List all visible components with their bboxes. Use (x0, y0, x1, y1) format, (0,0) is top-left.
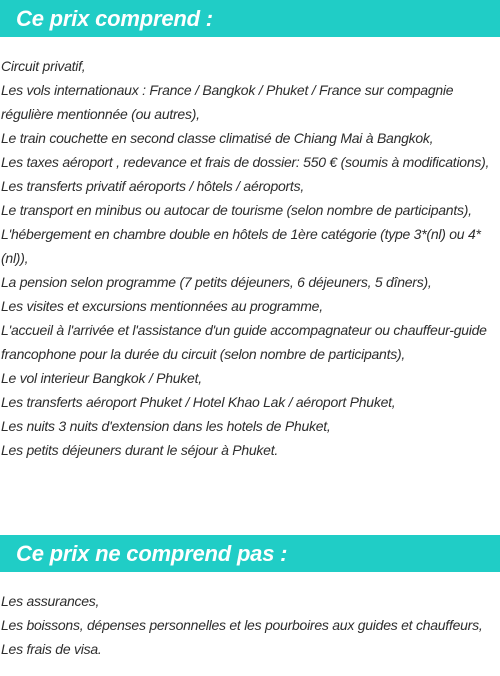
list-item: Les visites et excursions mentionnées au programme, (1, 298, 323, 314)
includes-list (0, 54, 500, 462)
list-item: Les taxes aéroport , redevance et frais de dossier: 550 € (soumis à modifications), (1, 154, 490, 170)
includes-title: Ce prix comprend : (16, 5, 213, 31)
includes-section-header (0, 0, 500, 37)
list-item: Circuit privatif, (1, 58, 86, 74)
list-item: La pension selon programme (7 petits déjeuners, 6 déjeuners, 5 dîners), (1, 274, 432, 290)
list-item: Le train couchette en second classe climatisé de Chiang Mai à Bangkok, (1, 130, 434, 146)
list-item: L'hébergement en chambre double en hôtels de 1ère catégorie (type 3*(nl) ou 4*(nl)), (1, 226, 481, 266)
list-item: Le transport en minibus ou autocar de tourisme (selon nombre de participants), (1, 202, 472, 218)
excludes-title: Ce prix ne comprend pas : (16, 540, 288, 566)
list-item: L'accueil à l'arrivée et l'assistance d'un guide accompagnateur ou chauffeur-guide francophone pour la durée du circuit (selon nombre de participants), (1, 322, 487, 362)
list-item: Les nuits 3 nuits d'extension dans les hotels de Phuket, (1, 418, 331, 434)
excludes-section-header (0, 535, 500, 572)
list-item: Les vols internationaux : France / Bangkok / Phuket / France sur compagnie régulière mentionnée (ou autres), (1, 82, 454, 122)
list-item: Les transferts aéroport Phuket / Hotel Khao Lak / aéroport Phuket, (1, 394, 396, 410)
list-item: Les petits déjeuners durant le séjour à Phuket. (1, 442, 278, 458)
list-item: Le vol interieur Bangkok / Phuket, (1, 370, 202, 386)
excludes-list (0, 589, 500, 661)
list-item: Les transferts privatif aéroports / hôtels / aéroports, (1, 178, 304, 194)
list-item: Les boissons, dépenses personnelles et les pourboires aux guides et chauffeurs, (1, 617, 483, 633)
list-item: Les assurances, (1, 593, 100, 609)
list-item: Les frais de visa. (1, 641, 102, 657)
